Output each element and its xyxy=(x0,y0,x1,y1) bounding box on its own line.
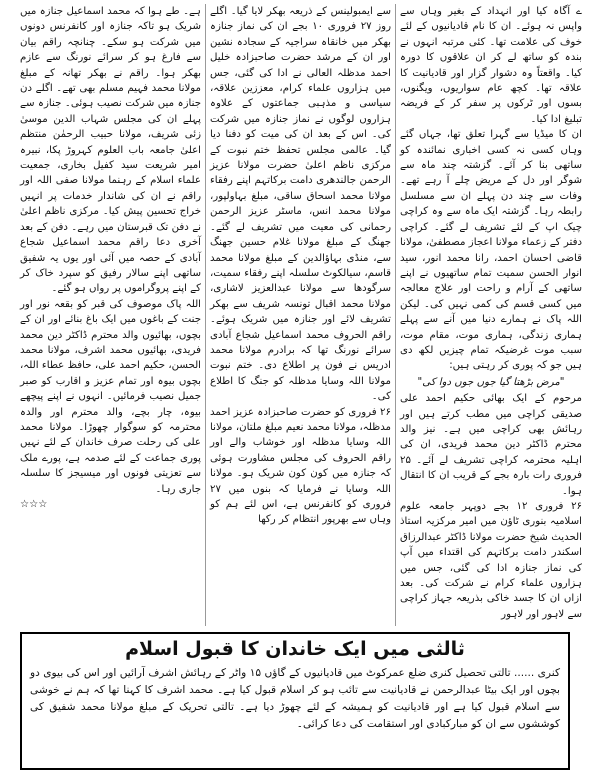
paragraph: اللہ پاک موصوف کی قبر کو بقعہ نور اور جنت کے باغوں میں ایک باغ بنائے اور ان کے بچوں، بھائیوں والد محترم ڈاکٹر دین محمد فریدی، بھائیوں محمد اشرف، مولانا محمد الحسن، حکیم احمد علی، حافظ عطاء اللہ، بچوں بیوہ اور تمام عزیز و اقارب کو صبر جمیل نصیب فرمائیں۔ انہوں نے اپنے پیچھے بیوہ، چار بچے، والد محترم اور والدہ محترمہ کو سوگوار چھوڑا۔ مولانا محمد علی کی رحلت صرف خاندان کے لئے نہیں پوری جماعت کے لئے صدمہ ہے، پورے ملک سے تعزیتی فونوں اور میسیجز کا سلسلہ جاری رہا۔ xyxy=(20,298,201,495)
column-middle xyxy=(206,4,396,626)
verse-quote: "مرض بڑھتا گیا جوں جوں دوا کی" xyxy=(417,376,565,388)
paragraph: ۲۶ فروری کو حضرت صاحبزادہ عزیز احمد مدظلہ، مولانا محمد نعیم مبلغ ملتان، مولانا اللہ وسایا مدظلہ اور خوشاب والے اور راقم الحروف کی مجلس مشاورت ہوئی کہ جنازہ میں کون کون شریک ہو۔ مولانا اللہ وسایا نے فرمایا کہ بنوں میں ۲۷ فروری کو کانفرنس ہے، اس لئے ہم کو وہاں سے بھرپور انتظام کر رکھا xyxy=(210,406,391,526)
news-body: کنری ...... تالتی تحصیل کنری ضلع عمرکوٹ میں قادیانیوں کے گاؤں ۱۵ واٹر کے رہائش اشرف آرائیں اور اس کی بیوی دو بچوں اور ایک بیٹا عبدالرحمن نے قادیانیت سے تائب ہو کر اسلام قبول کیا ہے۔ محمد اشرف کا کہنا تھا کہ ہم نے خوشی سے اسلام قبول کیا ہے اور قادیانیت کو ہمیشہ کے لئے چھوڑ دیا ہے۔ تالتی تحریک کے مبلغ مولانا محمد شفیق کی کوششوں سے ان کو مبارکبادی اور استقامت کی دعا کرائی۔ xyxy=(30,667,561,730)
column-right xyxy=(396,4,586,626)
paragraph: سے ایمبولینس کے ذریعہ بھکر لایا گیا۔ اگلے روز ۲۷ فروری ۱۰ بجے ان کی نماز جنازہ بھکر میں خانقاہ سراجیہ کے سجادہ نشین اور ان کے مرشد حضرت صاحبزادہ خلیل احمد مدظلہ العالی نے ادا کی گئی، جس میں ہزاروں علماء کرام، معززین علاقہ، سیاسی و مذہبی جماعتوں کے علاوہ ہزاروں لوگوں نے نماز جنازہ میں شرکت کی۔ اس کے بعد ان کی میت کو دفنا دیا گیا۔ عالمی مجلس تحفظ ختم نبوت کے مرکزی ناظم اعلیٰ حضرت مولانا عزیز الرحمن جالندھری دامت برکاتہم اپنے رفقاء مولانا محمد اسحاق ساقی، مبلغ بہاولپور، مولانا محمد انس، ماسٹر عزیز الرحمن رحمانی کی معیت میں تشریف لے گئے۔ جھنگ کے مبلغ مولانا غلام حسین جھنگ سے، منڈی بہاؤالدین کے مبلغ مولانا محمد قاسم، سیالکوٹ سلسلہ اپنے رفقاء سمیت، سرگودھا سے مولانا عبدالعزیز لاشاری، مولانا محمد اقبال تونسہ شریف سے بھکر تشریف لائے اور جنازہ میں شریک ہوئے۔ راقم الحروف محمد اسماعیل شجاع آبادی سرائے نورنگ تھا کہ برادرم مولانا محمد ادریس نے فون پر اطلاع دی۔ ختم نبوت مولانا اللہ وسایا مدظلہ کو جنگ کا اطلاع کی۔ xyxy=(210,6,392,403)
paragraph: ے آگاہ کیا اور انہداد کے بغیر وہاں سے واپس نہ ہوئے۔ ان کا نام قادیانیوں کے لئے خوف کی علامت تھا۔ کئی مرتبہ انہوں نے بندہ کو ساتھ لے کر ان علاقوں کا دورہ کیا۔ واقعتاً وہ دشوار گزار اور قادیانیت کا علاقہ تھا۔ کچھ عام سواریوں، ویگنوں، بسوں اور ٹرکوں پر سفر کر کے فریضہ تبلیغ ادا کیا۔ xyxy=(400,6,582,125)
news-headline: ثالثی میں ایک خاندان کا قبول اسلام xyxy=(125,638,465,660)
end-of-article-mark: ☆☆☆ xyxy=(20,499,48,510)
paragraph: ان کا میڈیا سے گہرا تعلق تھا، جہاں گئے وہاں کسی نہ کسی اخباری نمائندہ کو ساتھی بنا کر آئے۔ گزشتہ چند ماہ سے شوگر اور دل کے مریض چلے آ رہے تھے۔ وفات سے چند دن پہلے ان سے مسلسل رابطہ رہا۔ گزشتہ ایک ماہ سے وہ کراچی چیک اپ کے لئے تشریف لے گئے۔ کراچی دفتر کے زعماء مولانا اعجاز مصطفیٰ، مولانا قاضی احسان احمد، رانا محمد انور، سید انوار الحسن سمیت تمام ساتھیوں نے اپنے ساتھی کے آرام و راحت اور علاج معالجہ میں کسی قسم کی کمی نہیں کی۔ لیکن اللہ پاک نے ہمارے دنیا میں آنے سے پہلے ہماری زندگی، ہماری موت، مقام موت، سبب موت غرضیکہ تمام چیزیں لکھ دی ہیں جو کہ پوری کر رہتی ہیں: xyxy=(400,129,582,372)
paragraph: مرحوم کے ایک بھائی حکیم احمد علی صدیقی کراچی میں مطب کرتے ہیں اور رہائش بھی کراچی میں ہے۔ نیز والد محترم ڈاکٹر دین محمد فریدی، ان کی اہلیہ محترمہ کراچی تشریف لے آئے۔ ۲۵ فروری رات بارہ بجے کے قریب ان کا انتقال ہوا۔ xyxy=(400,393,582,497)
paragraph: ۲۶ فروری ۱۲ بجے دوپہر جامعہ علوم اسلامیہ بنوری ٹاؤن میں امیر مرکزیہ استاذ الحدیث شیخ حضرت مولانا ڈاکٹر عبدالرزاق اسکندر دامت برکاتہم کی اقتداء میں آپ کی نماز جنازہ ادا کی گئی، جس میں ہزاروں علماء کرام نے شرکت کی۔ بعد ازاں ان کا جسد خاکی بذریعہ جہاز کراچی سے لاہور اور لاہور xyxy=(400,501,583,620)
paragraph: ہے۔ طے ہوا کہ محمد اسماعیل جنازہ میں شریک ہو تاکہ جنازہ اور کانفرنس دونوں میں شرکت ہو سکے۔ چنانچہ راقم بیان سے فارغ ہو کر سرائے نورنگ سے عازم بھکر ہوا۔ راقم نے بھکر تھانہ کے مبلغ مولانا محمد فہیم مسلم بھی تھے۔ اگلے دن جنازہ میں شرکت نصیب ہوئی۔ جنازہ سے پہلے ان کی مجلس شہاب الدین موسیٰ زئی شریف، مولانا حبیب الرحمٰن منتظم اعلیٰ جامعہ باب العلوم کہروڑ پکا، نبیرہ امیر شریعت سید کفیل بخاری، جمعیت علماء اسلام کے رہنما مولانا صفی اللہ اور راقم نے ان کی شاندار خدمات پر انہیں خراج تحسین پیش کیا۔ مرکزی ناظم اعلیٰ نے دفن تک قبرستان میں رہے۔ دفن کے بعد آخری دعا راقم محمد اسماعیل شجاع آبادی کے حصہ میں آئی اور یوں یہ شفیق ساتھی اپنے سالار رفیق کو سپرد خاک کر کے اپنے پروگراموں پر رواں ہو گئے۔ xyxy=(20,6,201,295)
article-columns xyxy=(4,4,586,626)
news-box xyxy=(20,632,570,770)
column-left xyxy=(16,4,206,626)
